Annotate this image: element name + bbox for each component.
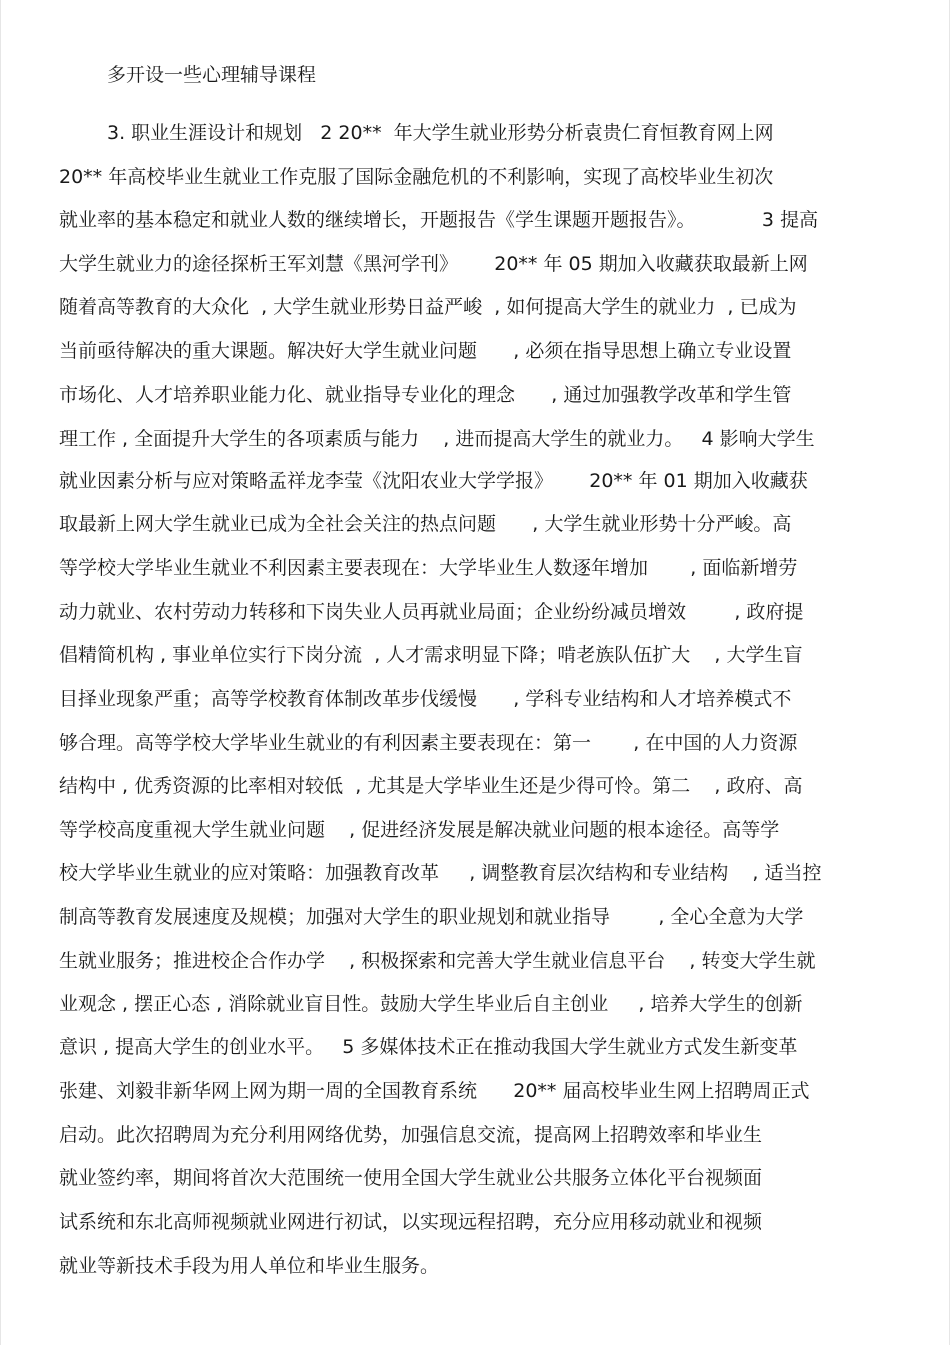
text-line: 校大学毕业生就业的应对策略：加强教育改革 , 调整教育层次结构和专业结构 , 适当控 (59, 862, 822, 884)
text-line: 生就业服务；推进校企合作办学 , 积极探索和完善大学生就业信息平台 , 转变大学生就 (59, 950, 816, 972)
text-line: 结构中 , 优秀资源的比率相对较低 , 尤其是大学毕业生还是少得可怜。第二 , 政府、高 (59, 775, 803, 797)
text-line: 20** 年高校毕业生就业工作克服了国际金融危机的不利影响，实现了高校毕业生初次 (59, 166, 774, 188)
text-line: 3. 职业生涯设计和规划 2 20** 年大学生就业形势分析袁贵仁育恒教育网上网 (107, 122, 774, 144)
text-line: 就业签约率，期间将首次大范围统一使用全国大学生就业公共服务立体化平台视频面 (59, 1167, 763, 1189)
text-line: 制高等教育发展速度及规模；加强对大学生的职业规划和就业指导 , 全心全意为大学 (59, 906, 804, 928)
text-line: 动力就业、农村劳动力转移和下岗失业人员再就业局面；企业纷纷减员增效 , 政府提 (59, 601, 804, 623)
text-line: 就业等新技术手段为用人单位和毕业生服务。 (59, 1255, 440, 1277)
text-line: 随着高等教育的大众化 , 大学生就业形势日益严峻 , 如何提高大学生的就业力 , 已成为 (59, 296, 797, 318)
text-line: 大学生就业力的途径探析王军刘慧《黑河学刊》 20** 年 05 期加入收藏获取最新上网 (59, 253, 808, 275)
text-line: 等学校大学毕业生就业不利因素主要表现在：大学毕业生人数逐年增加 , 面临新增劳 (59, 557, 798, 579)
text-line: 目择业现象严重；高等学校教育体制改革步伐缓慢 , 学科专业结构和人才培养模式不 (59, 688, 792, 710)
text-line: 启动。此次招聘周为充分利用网络优势，加强信息交流，提高网上招聘效率和毕业生 (59, 1124, 763, 1146)
text-line: 够合理。高等学校大学毕业生就业的有利因素主要表现在：第一 , 在中国的人力资源 (59, 732, 798, 754)
text-line: 市场化、人才培养职业能力化、就业指导专业化的理念 , 通过加强教学改革和学生管 (59, 384, 792, 406)
text-line: 试系统和东北高师视频就业网进行初试，以实现远程招聘，充分应用移动就业和视频 (59, 1211, 763, 1233)
text-line: 倡精简机构 , 事业单位实行下岗分流 , 人才需求明显下降；啃老族队伍扩大 , 大学生盲 (59, 644, 803, 666)
text-line: 业观念 , 摆正心态 , 消除就业盲目性。鼓励大学生毕业后自主创业 , 培养大学生的创新 (59, 993, 803, 1015)
text-line: 取最新上网大学生就业已成为全社会关注的热点问题 , 大学生就业形势十分严峻。高 (59, 513, 792, 535)
text-line: 张建、刘毅非新华网上网为期一周的全国教育系统 20** 届高校毕业生网上招聘周正式 (59, 1080, 810, 1102)
text-line: 理工作 , 全面提升大学生的各项素质与能力 , 进而提高大学生的就业力。 4 影响大学生 (59, 428, 815, 450)
text-line: 多开设一些心理辅导课程 (107, 64, 317, 86)
text-line: 等学校高度重视大学生就业问题 , 促进经济发展是解决就业问题的根本途径。高等学 (59, 819, 780, 841)
text-line: 就业率的基本稳定和就业人数的继续增长，开题报告《学生课题开题报告》。 3 提高 (59, 209, 819, 231)
text-line: 当前亟待解决的重大课题。解决好大学生就业问题 , 必须在指导思想上确立专业设置 (59, 340, 792, 362)
text-line: 意识 , 提高大学生的创业水平。 5 多媒体技术正在推动我国大学生就业方式发生新变革 (59, 1036, 798, 1058)
text-line: 就业因素分析与应对策略孟祥龙李莹《沈阳农业大学学报》 20** 年 01 期加入收藏获 (59, 470, 808, 492)
